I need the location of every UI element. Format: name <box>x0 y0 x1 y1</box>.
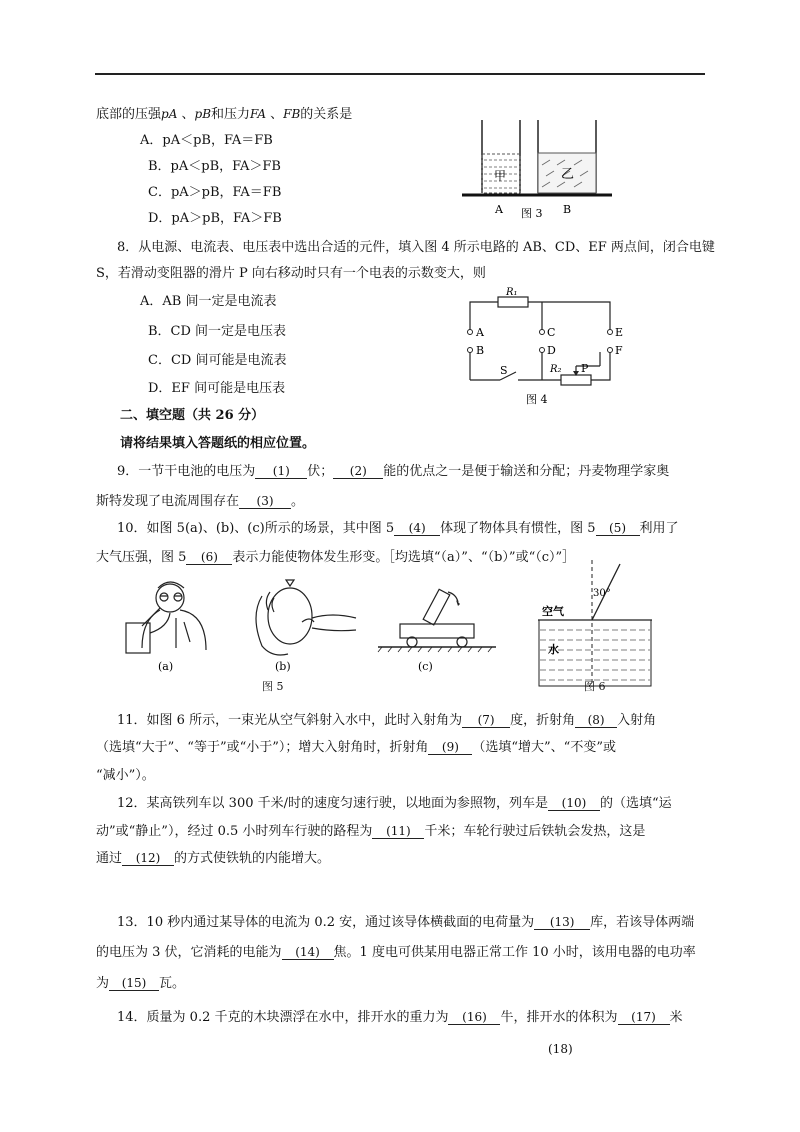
fig6-water-label: 水 <box>548 643 559 656</box>
fig4-a: A <box>476 326 484 339</box>
answer-blank-14[interactable]: (14) <box>282 945 334 960</box>
fig4-b: B <box>476 344 485 357</box>
fig6-air-label: 空气 <box>542 605 564 618</box>
answer-blank-16[interactable]: (16) <box>448 1010 500 1025</box>
q10-line2: 大气压强，图 5 (6) 表示力能使物体发生形变。［均选填“（a）”、“（b）”或“（c）”］ <box>96 550 576 565</box>
answer-blank-4[interactable]: (4) <box>394 521 440 536</box>
section-title: 二、填空题（共 26 分） <box>120 408 265 423</box>
fig4-p: P <box>581 362 589 375</box>
answer-blank-13[interactable]: (13) <box>534 915 590 930</box>
fig4-c: C <box>547 326 556 339</box>
q13-line3: 为 (15) 瓦。 <box>96 976 186 991</box>
q10-line1: 10．如图 5(a)、(b)、(c)所示的场景，其中图 5 (4) 体现了物体具有惯性，图 5 (5) 利用了 <box>117 521 679 536</box>
answer-blank-7[interactable]: (7) <box>462 713 510 728</box>
fig6-angle: 30° <box>593 588 611 599</box>
q11-line2: （选填“大于”、“等于”或“小于”）；增大入射角时，折射角 (9) （选填“增大”、“不变”或 <box>96 740 616 755</box>
q14-line1: 14．质量为 0.2 千克的木块漂浮在水中，排开水的重力为 (16) 牛，排开水的体积为 (17) 米 <box>117 1010 683 1025</box>
fig4-e: E <box>615 326 624 339</box>
fig3-label-b: B <box>563 203 572 216</box>
answer-blank-15[interactable]: (15) <box>109 976 159 991</box>
answer-blank-8[interactable]: (8) <box>575 713 617 728</box>
answer-blank-10[interactable]: (10) <box>548 796 600 811</box>
q12-line3: 通过 (12) 的方式使铁轨的内能增大。 <box>96 851 331 866</box>
q7-stem: 底部的压强pA 、pB和压力FA 、FB的关系是 <box>96 107 353 122</box>
q13-line2: 的电压为 3 伏，它消耗的电能为 (14) 焦。1 度电可供某用电器正常工作 10 小时，该用电器的电功率 <box>96 945 696 960</box>
q8-option-d: D．EF 间可能是电压表 <box>148 381 286 396</box>
fig4-r2: R₂ <box>550 364 562 375</box>
fig3-liquid-b: 乙 <box>561 167 575 182</box>
q9-line2: 斯特发现了电流周围存在 (3) 。 <box>96 494 305 509</box>
fig6-caption: 图 6 <box>584 680 606 693</box>
answer-blank-18[interactable]: (18) <box>548 1042 573 1056</box>
q12-line2: 动”或“静止”），经过 0.5 小时列车行驶的路程为 (11) 千米；车轮行驶过后铁轨会发热，这是 <box>96 824 646 839</box>
figure-5c-cart-block <box>378 582 498 673</box>
q9-line1: 9．一节干电池的电压为 (1) 伏； (2) 能的优点之一是便于输送和分配；丹麦物理学家奥 <box>117 464 670 479</box>
figure-3 <box>462 120 622 220</box>
figure-6 <box>538 560 658 690</box>
fig3-label-a: A <box>495 203 503 216</box>
fig5-caption: 图 5 <box>262 680 284 693</box>
q7-option-b: B．pA＜pB，FA＞FB <box>148 159 281 174</box>
fig4-r1: R₁ <box>506 287 518 298</box>
q8-option-b: B．CD 间一定是电压表 <box>148 324 287 339</box>
answer-blank-11[interactable]: (11) <box>372 824 424 839</box>
q8-stem-line1: 8．从电源、电流表、电压表中选出合适的元件，填入图 4 所示电路的 AB、CD、EF 两点间，闭合电键 <box>117 240 715 255</box>
fig5-label-b: (b) <box>275 660 291 673</box>
fig4-f: F <box>615 344 623 357</box>
fig4-s: S <box>500 364 508 377</box>
q11-line3: “减小”）。 <box>96 768 155 783</box>
fig3-caption: 图 3 <box>521 207 543 220</box>
fig4-caption: 图 4 <box>526 393 548 406</box>
q7-option-a: A．pA＜pB，FA＝FB <box>140 133 273 148</box>
answer-blank-3[interactable]: (3) <box>239 494 291 509</box>
q7-option-d: D．pA＞pB，FA＞FB <box>148 211 282 226</box>
fig5-label-c: (c) <box>418 660 433 673</box>
answer-blank-17[interactable]: (17) <box>618 1010 670 1025</box>
answer-blank-2[interactable]: (2) <box>333 464 383 479</box>
answer-blank-1[interactable]: (1) <box>255 464 307 479</box>
answer-blank-9[interactable]: (9) <box>428 740 472 755</box>
q8-option-a: A．AB 间一定是电流表 <box>140 294 277 309</box>
q12-line1: 12．某高铁列车以 300 千米/时的速度匀速行驶，以地面为参照物，列车是 (10) 的（选填“运 <box>117 796 672 811</box>
q11-line1: 11．如图 6 所示，一束光从空气斜射入水中，此时入射角为 (7) 度，折射角 (8) 入射角 <box>117 713 657 728</box>
q13-line1: 13．10 秒内通过某导体的电流为 0.2 安，通过该导体横截面的电荷量为 (13) 库，若该导体两端 <box>117 915 695 930</box>
fig4-d: D <box>547 344 556 357</box>
q8-option-c: C．CD 间可能是电流表 <box>148 353 287 368</box>
header-rule <box>95 73 705 75</box>
figure-5a-drinking-straw <box>120 578 215 673</box>
section-instruction: 请将结果填入答题纸的相应位置。 <box>120 436 316 451</box>
figure-4 <box>462 288 622 408</box>
answer-blank-12[interactable]: (12) <box>122 851 174 866</box>
figure-5b-balloon-press <box>240 578 360 673</box>
answer-blank-6[interactable]: (6) <box>186 550 232 565</box>
fig5-label-a: (a) <box>158 660 174 673</box>
answer-blank-5[interactable]: (5) <box>596 521 640 536</box>
q7-option-c: C．pA＞pB，FA＝FB <box>148 185 282 200</box>
fig3-liquid-a: 甲 <box>494 169 507 183</box>
q8-stem-line2: S，若滑动变阻器的滑片 P 向右移动时只有一个电表的示数变大，则 <box>96 266 486 281</box>
